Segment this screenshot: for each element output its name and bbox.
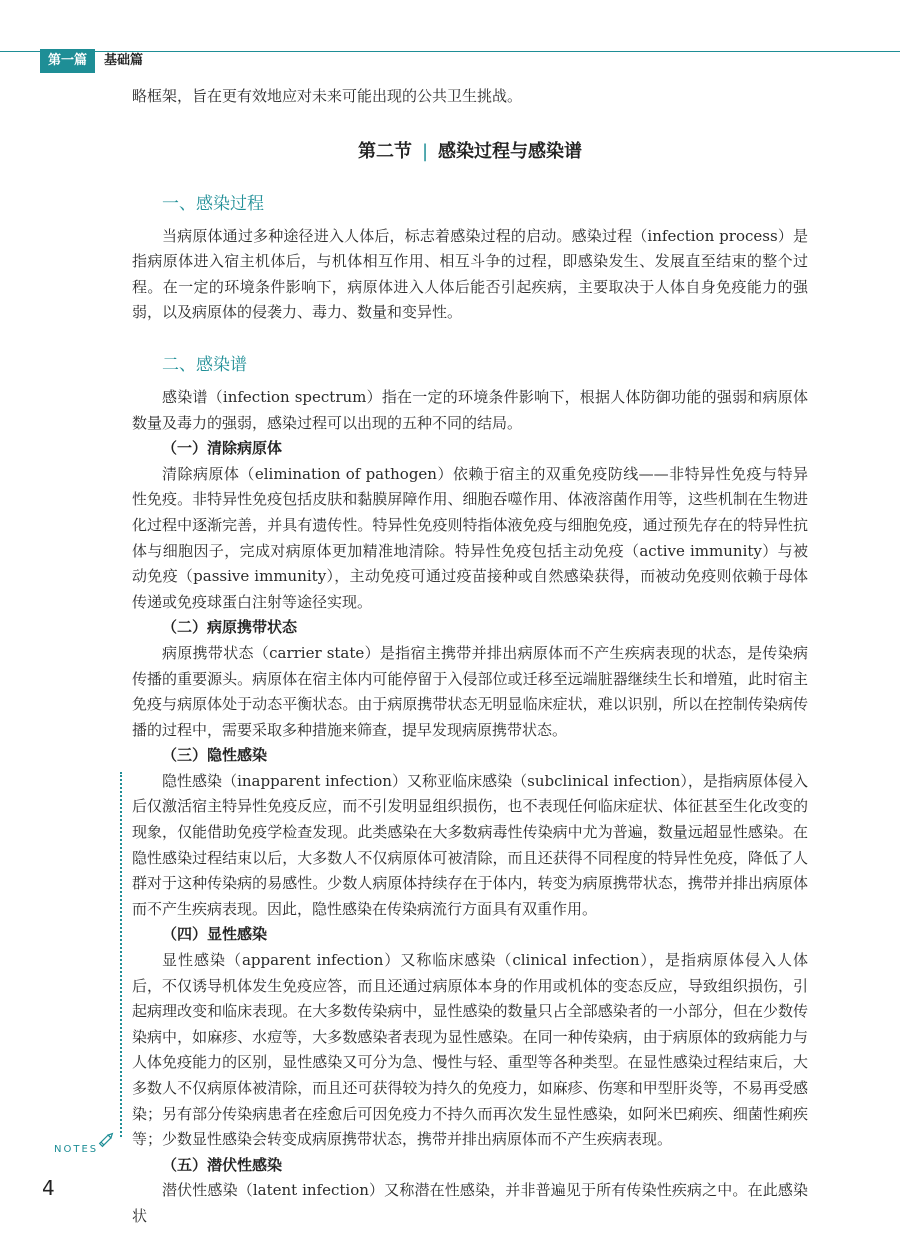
section-name: 感染过程与感染谱: [438, 140, 583, 162]
paragraph-item-5: 潜伏性感染（latent infection）又称潜在性感染，并非普遍见于所有传染性疾病之中。在此感染状: [132, 1181, 808, 1225]
heading-infection-process: 一、感染过程: [162, 193, 264, 214]
paragraph-item-2: 病原携带状态（carrier state）是指宿主携带并排出病原体而不产生疾病表现的状态，是传染病传播的重要源头。病原体在宿主体内可能停留于入侵部位或迁移至远端脏器继续生长和增殖，此时宿主免疫与病原体处于动态平衡状态。由于病原携带状态无明显临床症状，难以识别，所以在控制传染病传播的过程中，需要采取多种措施来筛查，提早发现病原携带状态。: [132, 643, 808, 739]
page-content: [132, 84, 808, 1230]
section-number: 第二节: [357, 140, 412, 162]
section-separator: |: [421, 140, 429, 162]
page-header: [0, 0, 900, 80]
part-title: 基础篇: [104, 53, 144, 68]
heading-item-2: （二）病原携带状态: [162, 618, 298, 637]
heading-infection-spectrum: 二、感染谱: [162, 354, 247, 375]
heading-item-1: （一）清除病原体: [162, 439, 283, 458]
intro-line: 略框架，旨在更有效地应对未来可能出现的公共卫生挑战。: [132, 87, 523, 105]
pencil-icon: [96, 1130, 116, 1150]
paragraph-item-3: 隐性感染（inapparent infection）又称亚临床感染（subclinical infection），是指病原体侵入后仅激活宿主特异性免疫反应，而不引发明显组织损伤，也不表现任何临床症状、体征甚至生化改变的现象，仅能借助免疫学检查发现。此类感染在大多数病毒性传染病中尤为普遍，数量远超显性感染。在隐性感染过程结束以后，大多数人不仅病原体可被清除，而且还获得不同程度的特异性免疫，降低了人群对于这种传染病的易感性。少数人病原体持续存在于体内，转变为病原携带状态，携带并排出病原体而不产生疾病表现。因此，隐性感染在传染病流行方面具有双重作用。: [132, 771, 808, 918]
paragraph-infection-process: 当病原体通过多种途径进入人体后，标志着感染过程的启动。感染过程（infection process）是指病原体进入宿主机体后，与机体相互作用、相互斗争的过程，即感染发生、发展直至结束的整个过程。在一定的环境条件影响下，病原体进入人体后能否引起疾病，主要取决于人体自身免疫能力的强弱，以及病原体的侵袭力、毒力、数量和变异性。: [132, 226, 808, 322]
paragraph-item-4: 显性感染（apparent infection）又称临床感染（clinical infection），是指病原体侵入人体后，不仅诱导机体发生免疫应答，而且还通过病原体本身的作用或机体的变态反应，导致组织损伤，引起病理改变和临床表现。在大多数传染病中，显性感染的数量只占全部感染者的一小部分，但在少数传染病中，如麻疹、水痘等，大多数感染者表现为显性感染。在同一种传染病，由于病原体的致病能力与人体免疫能力的区别，显性感染又可分为急、慢性与轻、重型等各种类型。在显性感染过程结束后，大多数人不仅病原体被清除，而且还可获得较为持久的免疫力，如麻疹、伤寒和甲型肝炎等，不易再受感染；另有部分传染病患者在痊愈后可因免疫力不持久而再次发生显性感染，如阿米巴痢疾、细菌性痢疾等；少数显性感染会转变成病原携带状态，携带并排出病原体而不产生疾病表现。: [132, 951, 808, 1149]
paragraph-item-1: 清除病原体（elimination of pathogen）依赖于宿主的双重免疫防线——非特异性免疫与特异性免疫。非特异性免疫包括皮肤和黏膜屏障作用、细胞吞噬作用、体液溶菌作用等，这些机制在生物进化过程中逐渐完善，并具有遗传性。特异性免疫则特指体液免疫与细胞免疫，通过预先存在的特异性抗体与细胞因子，完成对病原体更加精准地清除。特异性免疫包括主动免疫（active immunity）与被动免疫（passive immunity），主动免疫可通过疫苗接种或自然感染获得，而被动免疫则依赖于母体传递或免疫球蛋白注射等途径实现。: [132, 464, 808, 611]
notes-margin-line: [120, 772, 122, 1137]
paragraph-infection-spectrum: 感染谱（infection spectrum）指在一定的环境条件影响下，根据人体防御功能的强弱和病原体数量及毒力的强弱，感染过程可以出现的五种不同的结局。: [132, 387, 808, 432]
heading-item-3: （三）隐性感染: [162, 746, 268, 765]
heading-item-5: （五）潜伏性感染: [162, 1155, 283, 1174]
part-label: 第一篇: [40, 49, 95, 73]
section-title: [132, 137, 808, 163]
heading-item-4: （四）显性感染: [162, 925, 268, 944]
page-number: 4: [42, 1176, 55, 1200]
notes-label: NOTES: [54, 1144, 99, 1155]
